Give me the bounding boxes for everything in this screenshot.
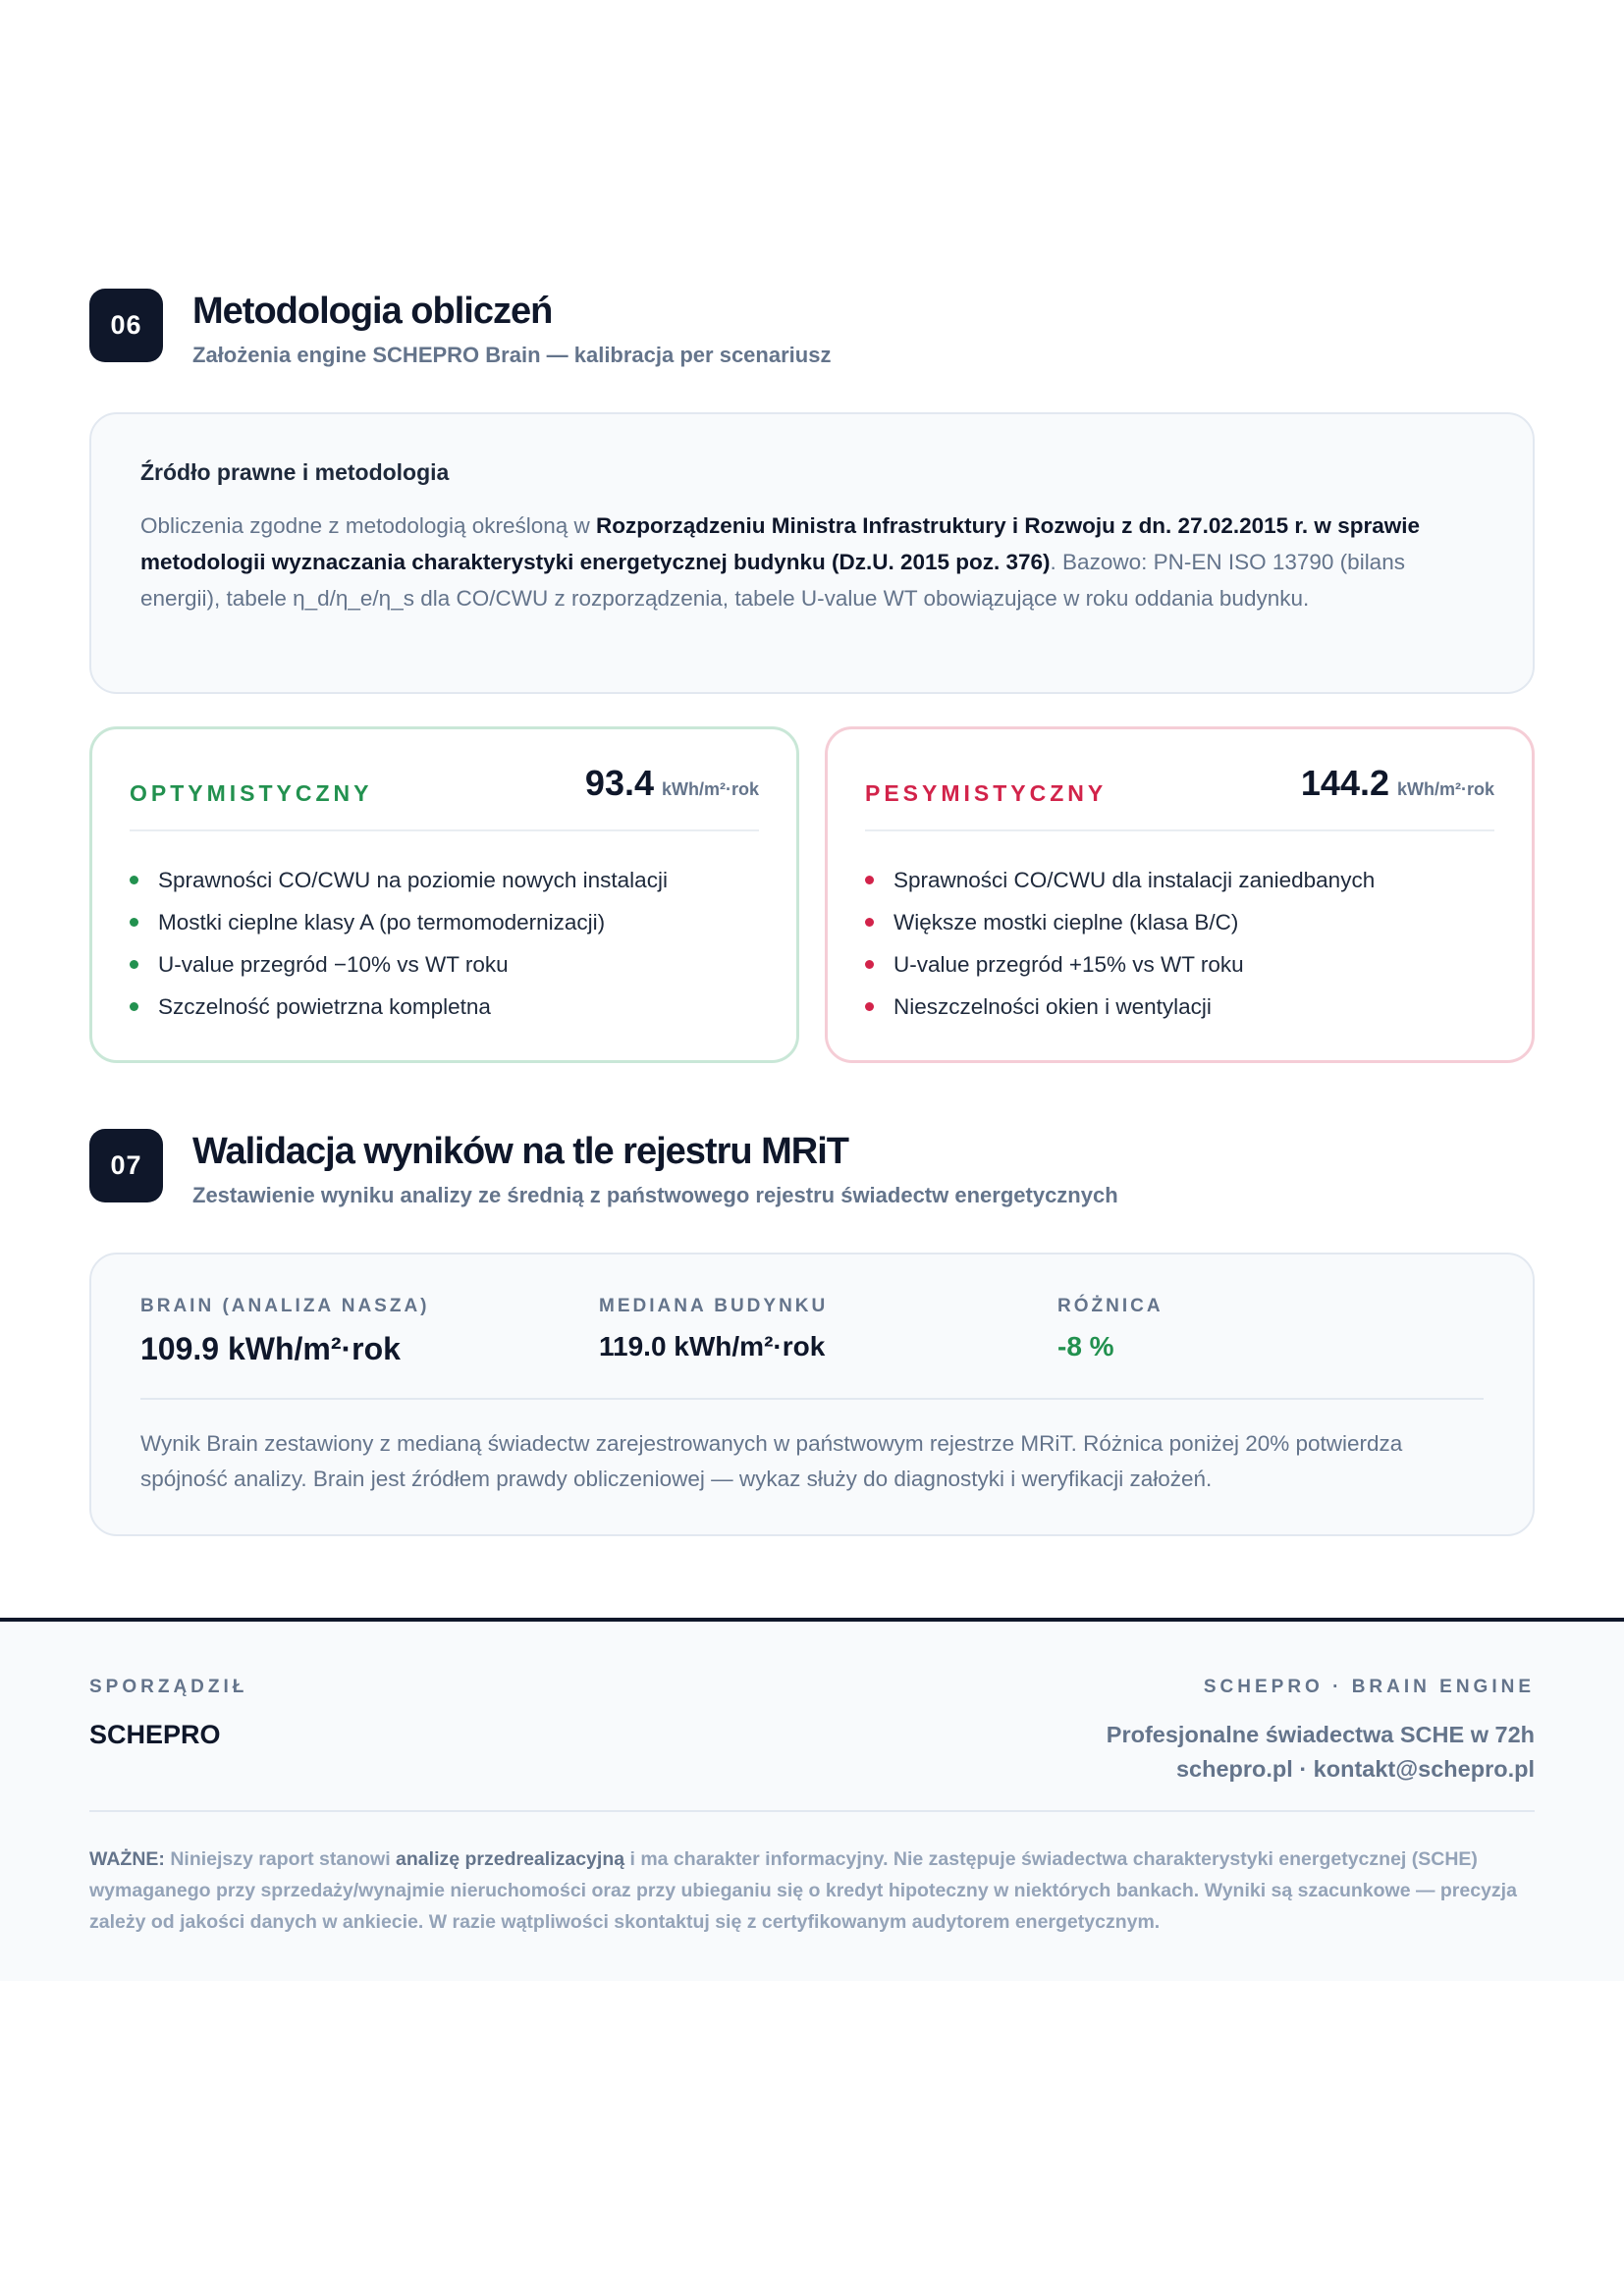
scenario-unit: kWh/m²·rok xyxy=(1397,779,1494,799)
stat-value: 119.0 kWh/m²·rok xyxy=(599,1331,826,1362)
list-item: Nieszczelności okien i wentylacji xyxy=(865,986,1375,1028)
disclaimer-emphasis: analizę przedrealizacyjną xyxy=(396,1848,625,1870)
divider xyxy=(140,1398,1484,1400)
scenario-label: OPTYMISTYCZNY xyxy=(130,780,373,806)
scenario-value xyxy=(1301,763,1494,804)
footer-prepared-by xyxy=(89,1677,247,1750)
footer-brand: SCHEPRO xyxy=(89,1720,221,1749)
scenario-number: 144.2 xyxy=(1300,763,1389,803)
bullet-dot-icon xyxy=(130,1002,138,1011)
divider xyxy=(89,1810,1535,1812)
bullet-dot-icon xyxy=(865,918,874,927)
legal-source-card xyxy=(89,412,1535,694)
scenario-value xyxy=(585,763,759,804)
list-item: Większe mostki cieplne (klasa B/C) xyxy=(865,901,1375,943)
section-number-badge: 06 xyxy=(89,289,163,362)
stat-value: 109.9 kWh/m²·rok xyxy=(140,1331,401,1366)
scenario-unit: kWh/m²·rok xyxy=(662,779,759,799)
scenario-label: PESYMISTYCZNY xyxy=(865,780,1108,806)
scenario-header xyxy=(130,763,759,831)
scenario-card-pessimistic xyxy=(825,726,1535,1063)
footer-disclaimer: WAŻNE: Niniejszy raport stanowi analizę przedrealizacyjną i ma charakter informacyjny. Nie zastępuje świadectwa charakterystyki energetycznej (SCHE) wymaganego przy sprzedaży/wynajmie nieruchomości oraz przy ubieganiu się o kredyt hipoteczny w niektórych bankach. Wyniki są szacunkowe — precyzja zależy od jakości danych w ankiecie. W razie wątpliwości skontaktuj się z certyfikowanym audytorem energetycznym. xyxy=(89,1848,1517,1933)
section-title: Metodologia obliczeń xyxy=(192,291,553,332)
section-subtitle: Założenia engine SCHEPRO Brain — kalibracja per scenariusz xyxy=(192,343,832,367)
footer-tagline-text: Profesjonalne świadectwa SCHE w 72h xyxy=(1106,1722,1535,1747)
section-07-header xyxy=(89,1129,1118,1208)
stat-label: MEDIANA BUDYNKU xyxy=(599,1296,829,1316)
legal-regulation-reference: Rozporządzeniu Ministra Infrastruktury i Rozwoju z dn. 27.02.2015 r. w sprawie metodologii wyznaczania charakterystyki energetycznej budynku (Dz.U. 2015 poz. 376) xyxy=(140,513,1420,574)
scenario-assumption-list xyxy=(865,859,1375,1028)
section-06-header xyxy=(89,289,831,368)
stat-label: BRAIN (ANALIZA NASZA) xyxy=(140,1296,430,1316)
bullet-dot-icon xyxy=(865,960,874,969)
list-item: U-value przegród −10% vs WT roku xyxy=(130,943,668,986)
list-item: Mostki cieplne klasy A (po termomodernizacji) xyxy=(130,901,668,943)
footer-label: SCHEPRO · BRAIN ENGINE xyxy=(1203,1677,1535,1697)
stat-label: RÓŻNICA xyxy=(1057,1296,1164,1316)
list-item: Sprawności CO/CWU na poziomie nowych instalacji xyxy=(130,859,668,901)
scenario-assumption-list xyxy=(130,859,668,1028)
stat-median xyxy=(599,1296,828,1362)
bullet-dot-icon xyxy=(865,1002,874,1011)
footer-tagline xyxy=(1107,1718,1535,1787)
legal-text-intro: Obliczenia zgodne z metodologią określoną w xyxy=(140,513,597,538)
legal-source-title: Źródło prawne i metodologia xyxy=(140,459,450,485)
scenario-number: 93.4 xyxy=(584,763,654,803)
validation-card xyxy=(89,1253,1535,1536)
bullet-dot-icon xyxy=(130,876,138,884)
scenario-header xyxy=(865,763,1494,831)
bullet-dot-icon xyxy=(865,876,874,884)
scenario-card-optimistic xyxy=(89,726,799,1063)
list-item: U-value przegród +15% vs WT roku xyxy=(865,943,1375,986)
report-footer xyxy=(0,1618,1624,1981)
footer-label: SPORZĄDZIŁ xyxy=(89,1677,248,1697)
legal-text-rest: . Bazowo: PN-EN ISO 13790 (bilans energii), tabele η_d/η_e/η_s dla CO/CWU z rozporządzenia, tabele U-value WT obowiązujące w roku oddania budynku. xyxy=(140,550,1405,611)
disclaimer-lead: WAŻNE: xyxy=(89,1848,165,1870)
list-item: Szczelność powietrzna kompletna xyxy=(130,986,668,1028)
stat-brain xyxy=(140,1296,430,1367)
bullet-dot-icon xyxy=(130,918,138,927)
footer-contact: schepro.pl · kontakt@schepro.pl xyxy=(1175,1756,1535,1782)
section-subtitle: Zestawienie wyniku analizy ze średnią z państwowego rejestru świadectw energetycznych xyxy=(192,1183,1118,1207)
section-title: Walidacja wyników na tle rejestru MRiT xyxy=(192,1131,848,1172)
bullet-dot-icon xyxy=(130,960,138,969)
list-item: Sprawności CO/CWU dla instalacji zaniedbanych xyxy=(865,859,1375,901)
section-number-badge: 07 xyxy=(89,1129,163,1202)
validation-note: Wynik Brain zestawiony z medianą świadectw zarejestrowanych w państwowym rejestrze MRiT. Różnica poniżej 20% potwierdza spójność analizy. Brain jest źródłem prawdy obliczeniowej — wykaz służy do diagnostyki i weryfikacji założeń. xyxy=(140,1431,1403,1491)
legal-source-text xyxy=(140,507,1484,616)
footer-engine-info xyxy=(1107,1677,1535,1787)
stat-value: -8 % xyxy=(1057,1331,1114,1362)
stat-difference xyxy=(1057,1296,1164,1362)
